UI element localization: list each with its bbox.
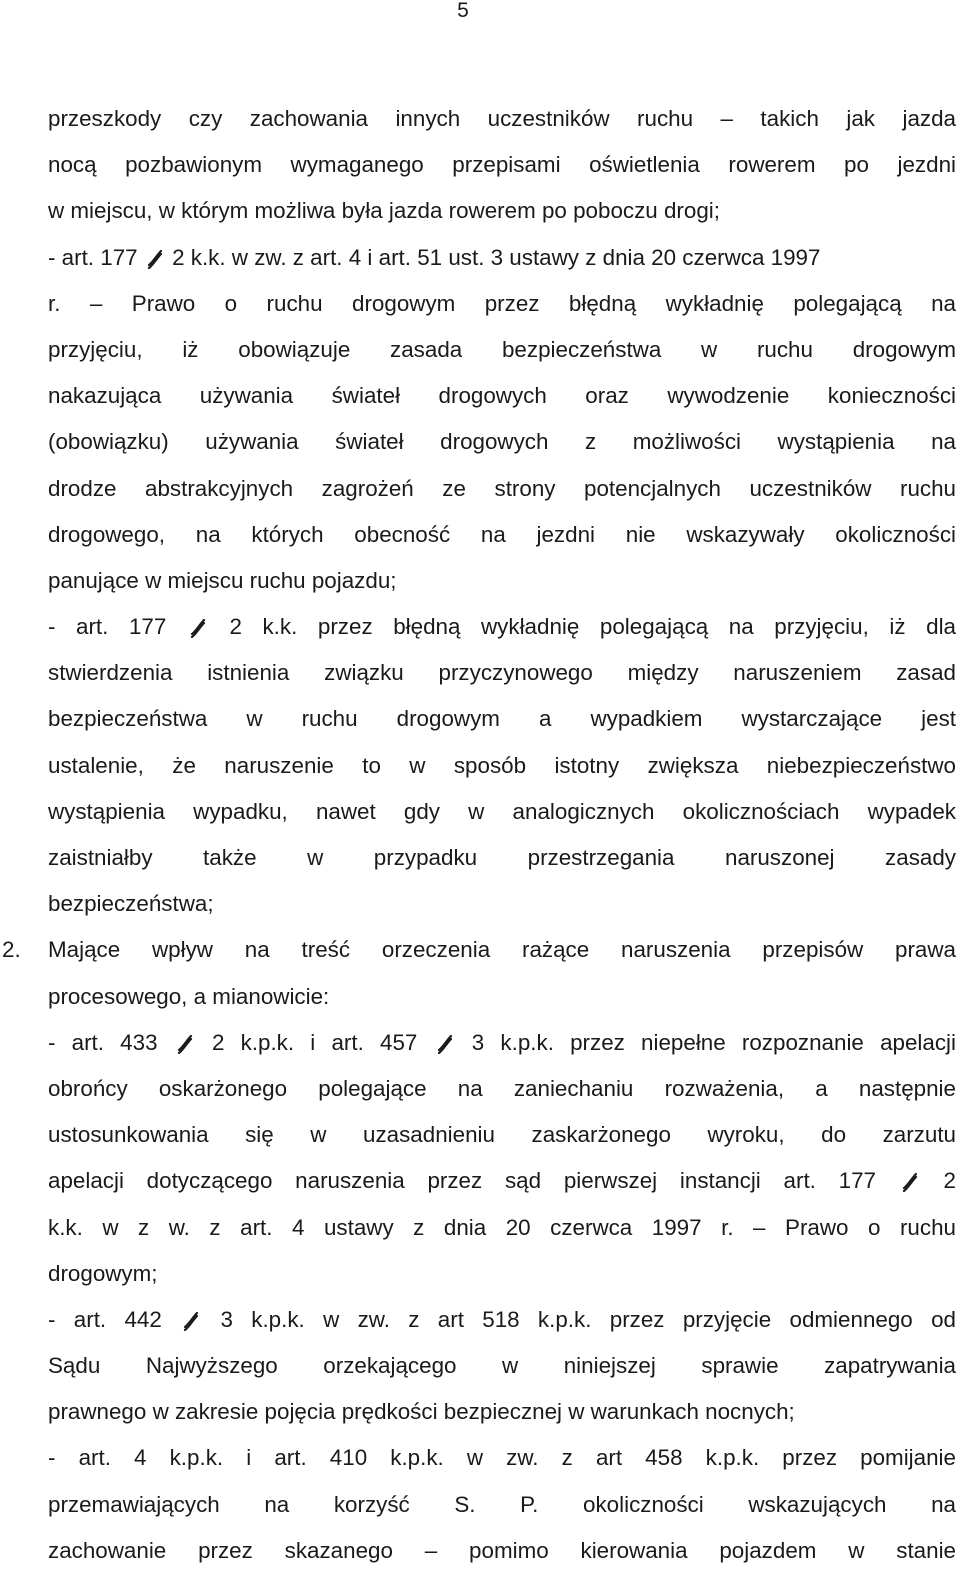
- text-segment: - art. 177: [48, 244, 138, 270]
- text-line: bezpieczeństwa w ruchu drogowym a wypadkiem wystarczające jest: [48, 706, 956, 732]
- section-sign-icon: [180, 1309, 202, 1331]
- text-segment: 2: [943, 1168, 956, 1194]
- section-sign-icon: [434, 1032, 456, 1054]
- text-line: procesowego, a mianowicie:: [48, 983, 330, 1009]
- text-line: nakazująca używania świateł drogowych oraz wywodzenie konieczności: [48, 383, 956, 409]
- page-number: 5: [457, 0, 469, 22]
- text-line: przemawiających na korzyść S. P. okoliczności wskazujących na: [48, 1491, 956, 1517]
- text-line: wystąpienia wypadku, nawet gdy w analogicznych okolicznościach wypadek: [48, 798, 956, 824]
- text-line: stwierdzenia istnienia związku przyczynowego między naruszeniem zasad: [48, 660, 956, 686]
- text-segment: apelacji dotyczącego naruszenia przez sąd pierwszej instancji art. 177: [48, 1168, 877, 1194]
- text-line: w miejscu, w którym możliwa była jazda rowerem po poboczu drogi;: [48, 198, 720, 224]
- text-line: nocą pozbawionym wymaganego przepisami oświetlenia rowerem po jezdni: [48, 152, 956, 178]
- text-line: [48, 1020, 956, 1066]
- numbered-line: [2, 927, 956, 973]
- text-line: drogowego, na których obecność na jezdni nie wskazywały okoliczności: [48, 521, 956, 547]
- text-line: prawnego w zakresie pojęcia prędkości bezpiecznej w warunkach nocnych;: [48, 1399, 795, 1425]
- text-line: ustalenie, że naruszenie to w sposób istotny zwiększa niebezpieczeństwo: [48, 752, 956, 778]
- text-line: zaistniałby także w przypadku przestrzegania naruszonej zasady: [48, 845, 956, 870]
- text-line: [48, 604, 956, 650]
- text-segment: 2 k.k. przez błędną wykładnię polegającą na przyjęciu, iż dla: [229, 614, 957, 640]
- section-sign-icon: [187, 616, 209, 638]
- text-line: bezpieczeństwa;: [48, 891, 214, 917]
- text-line: drogowym;: [48, 1260, 158, 1286]
- text-segment: 3 k.p.k. przez niepełne rozpoznanie apelacji: [471, 1029, 957, 1055]
- text-segment: - art. 177: [48, 614, 167, 640]
- document-body: [2, 96, 957, 1574]
- text-segment: - art. 442: [48, 1306, 162, 1332]
- text-line: obrońcy oskarżonego polegające na zaniechaniu rozważenia, a następnie: [48, 1075, 956, 1101]
- text-line: [48, 1297, 956, 1343]
- text-segment: Mające wpływ na treść orzeczenia rażące naruszenia przepisów prawa: [48, 937, 956, 963]
- text-line: [48, 1158, 956, 1204]
- text-segment: 2 k.k. w zw. z art. 4 i art. 51 ust. 3 ustawy z dnia 20 czerwca 1997: [172, 244, 821, 270]
- text-line: Sądu Najwyższego orzekającego w niniejszej sprawie zapatrywania: [48, 1353, 956, 1379]
- text-line: drodze abstrakcyjnych zagrożeń ze strony potencjalnych uczestników ruchu: [48, 475, 956, 501]
- text-line: [48, 235, 956, 281]
- section-sign-icon: [899, 1170, 921, 1192]
- text-line: przyjęciu, iż obowiązuje zasada bezpieczeństwa w ruchu drogowym: [48, 336, 956, 362]
- text-line: - art. 4 k.p.k. i art. 410 k.p.k. w zw. z art 458 k.p.k. przez pomijanie: [48, 1445, 956, 1471]
- text-line: zachowanie przez skazanego – pomimo kierowania pojazdem w stanie: [48, 1537, 956, 1563]
- text-line: k.k. w z w. z art. 4 ustawy z dnia 20 czerwca 1997 r. – Prawo o ruchu: [48, 1214, 956, 1240]
- list-number: 2.: [2, 937, 21, 963]
- text-line: ustosunkowania się w uzasadnieniu zaskarżonego wyroku, do zarzutu: [48, 1122, 956, 1148]
- text-line: przeszkody czy zachowania innych uczestników ruchu – takich jak jazda: [48, 106, 956, 131]
- text-line: panujące w miejscu ruchu pojazdu;: [48, 567, 397, 593]
- section-sign-icon: [174, 1032, 196, 1054]
- text-segment: 3 k.p.k. w zw. z art 518 k.p.k. przez przyjęcie odmiennego od: [220, 1306, 956, 1332]
- text-segment: - art. 433: [48, 1029, 158, 1055]
- text-line: r. – Prawo o ruchu drogowym przez błędną wykładnię polegającą na: [48, 290, 956, 316]
- text-line: (obowiązku) używania świateł drogowych z możliwości wystąpienia na: [48, 429, 956, 455]
- text-segment: 2 k.p.k. i art. 457: [211, 1029, 418, 1055]
- section-sign-icon: [144, 247, 166, 269]
